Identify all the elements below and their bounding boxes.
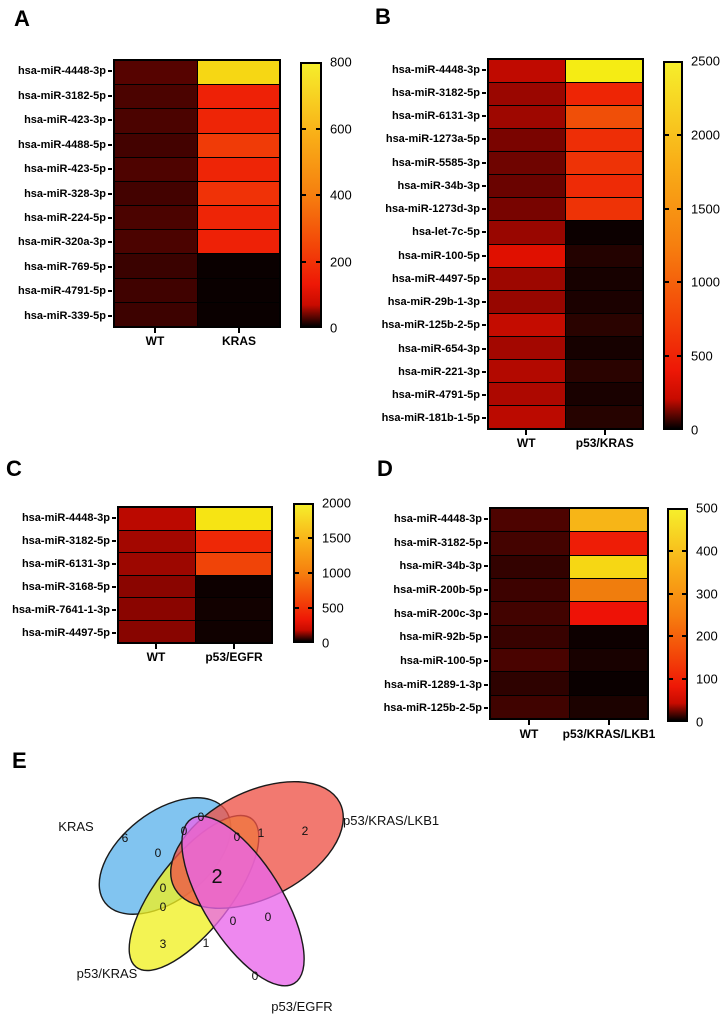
colorbar-tick-label: 500 [691,348,713,364]
x-axis-tick [238,328,240,333]
heatmap-grid-A [113,59,281,328]
heatmap-cell [196,508,272,530]
heatmap-cell [566,406,642,428]
heatmap-cell [196,598,272,620]
y-axis-tick [484,707,488,709]
heatmap-cell [566,221,642,243]
venn-region-count: 0 [180,824,188,838]
colorbar-tick [308,537,312,539]
row-label: hsa-miR-100-5p [398,249,480,262]
heatmap-cell [566,291,642,313]
heatmap-cell [119,553,195,575]
venn-region-count: 0 [264,910,272,924]
panel-letter-A: A [14,6,30,31]
y-axis-tick [112,609,116,611]
colorbar-tick-label: 1500 [322,530,351,546]
colorbar-tick-label: 0 [330,320,338,336]
y-axis-tick [484,565,488,567]
row-label: hsa-miR-423-3p [24,114,106,127]
colorbar-tick [682,550,686,552]
heatmap-cell [489,337,565,359]
y-axis-tick [484,684,488,686]
heatmap-cell [489,291,565,313]
heatmap-cell [570,556,648,578]
colorbar-tick-label: 2000 [322,495,351,511]
y-axis-tick [482,231,486,233]
row-label: hsa-miR-423-5p [24,163,106,176]
venn-set-label: KRAS [58,819,94,834]
row-label: hsa-miR-100-5p [400,654,482,667]
column-label: WT [519,727,539,741]
row-label: hsa-miR-4791-5p [17,285,106,298]
heatmap-cell [566,245,642,267]
y-axis-tick [484,660,488,662]
row-label: hsa-miR-3182-5p [393,536,482,549]
colorbar-tick [682,593,686,595]
colorbar-tick-label: 0 [322,635,330,651]
venn-set-label: p53/EGFR [271,999,333,1014]
row-label: hsa-miR-339-5p [24,309,106,322]
row-label: hsa-miR-221-3p [398,365,480,378]
y-axis-tick [112,632,116,634]
row-label: hsa-miR-3182-5p [17,89,106,102]
venn-region-count: 0 [159,900,167,914]
heatmap-cell [115,85,197,108]
heatmap-cell [489,175,565,197]
x-axis-tick [604,430,606,435]
heatmap-cell [489,221,565,243]
row-label: hsa-miR-4497-5p [21,626,110,639]
y-axis-tick [482,92,486,94]
heatmap-cell [489,106,565,128]
heatmap-cell [489,406,565,428]
colorbar-tick [677,208,681,210]
colorbar-tick [669,550,673,552]
row-label: hsa-miR-3182-5p [21,534,110,547]
colorbar-tick [316,261,320,263]
colorbar-tick [316,128,320,130]
heatmap-cell [570,649,648,671]
panel-letter-D: D [377,456,393,481]
venn-region-count: 0 [251,969,259,983]
row-label: hsa-miR-29b-1-3p [387,296,480,309]
venn-set-label: p53/KRAS/LKB1 [343,813,440,828]
row-label: hsa-miR-4448-3p [393,512,482,525]
y-axis-tick [482,394,486,396]
row-label: hsa-let-7c-5p [412,226,480,239]
heatmap-cell [566,198,642,220]
heatmap-cell [566,60,642,82]
row-label: hsa-miR-181b-1-5p [381,412,480,425]
venn-region-count: 0 [197,810,205,824]
y-axis-tick [108,193,112,195]
colorbar-tick-label: 500 [322,600,344,616]
heatmap-cell [566,314,642,336]
colorbar-tick [669,635,673,637]
colorbar-tick-label: 1000 [322,565,351,581]
heatmap-cell [570,532,648,554]
heatmap-cell [198,206,280,229]
y-axis-tick [484,589,488,591]
heatmap-cell [119,531,195,553]
y-axis-tick [108,168,112,170]
colorbar-tick [308,572,312,574]
heatmap-cell [198,61,280,84]
row-label: hsa-miR-224-5p [24,211,106,224]
heatmap-cell [566,360,642,382]
heatmap-cell [570,509,648,531]
y-axis-tick [112,517,116,519]
heatmap-cell [115,134,197,157]
venn-region-count: 0 [229,914,237,928]
colorbar-tick [677,281,681,283]
colorbar-tick [308,607,312,609]
row-label: hsa-miR-328-3p [24,187,106,200]
colorbar-tick [665,281,669,283]
column-label: WT [146,650,166,664]
y-axis-tick [484,542,488,544]
colorbar-tick-label: 1000 [691,274,720,290]
heatmap-cell [566,175,642,197]
heatmap-cell [198,182,280,205]
colorbar-tick [295,572,299,574]
heatmap-cell [491,509,569,531]
heatmap-cell [491,556,569,578]
colorbar-tick [295,607,299,609]
colorbar-tick-label: 0 [691,422,699,438]
y-axis-tick [484,636,488,638]
y-axis-tick [108,95,112,97]
heatmap-cell [570,579,648,601]
column-label: p53/KRAS/LKB1 [562,727,656,741]
venn-region-count: 6 [121,831,129,845]
heatmap-cell [566,129,642,151]
colorbar-tick [682,678,686,680]
heatmap-cell [198,303,280,326]
y-axis-tick [482,162,486,164]
heatmap-cell [115,254,197,277]
row-label: hsa-miR-654-3p [398,342,480,355]
y-axis-tick [482,348,486,350]
heatmap-cell [115,230,197,253]
colorbar-tick-label: 400 [330,187,352,203]
colorbar-tick [302,194,306,196]
heatmap-cell [198,230,280,253]
colorbar-tick [669,678,673,680]
row-label: hsa-miR-3168-5p [21,580,110,593]
y-axis-tick [108,119,112,121]
colorbar-tick [665,134,669,136]
y-axis-tick [482,371,486,373]
heatmap-cell [489,383,565,405]
row-label: hsa-miR-7641-1-3p [12,603,110,616]
row-label: hsa-miR-320a-3p [17,236,106,249]
y-axis-tick [112,586,116,588]
colorbar-tick [302,261,306,263]
y-axis-tick [108,217,112,219]
column-label: p53/KRAS [575,436,634,450]
y-axis-tick [482,138,486,140]
column-label: p53/EGFR [205,650,263,664]
heatmap-cell [570,626,648,648]
colorbar-tick-label: 2000 [691,127,720,143]
row-label: hsa-miR-125b-2-5p [383,702,482,715]
venn-set-label: p53/KRAS [76,966,138,981]
heatmap-cell [570,672,648,694]
y-axis-tick [112,540,116,542]
colorbar-tick-label: 1500 [691,201,720,217]
y-axis-tick [482,185,486,187]
heatmap-cell [489,360,565,382]
heatmap-cell [489,314,565,336]
row-label: hsa-miR-4448-3p [17,65,106,78]
colorbar-tick [665,355,669,357]
heatmap-cell [491,602,569,624]
x-axis-tick [528,720,530,725]
y-axis-tick [482,208,486,210]
row-label: hsa-miR-4448-3p [391,63,480,76]
heatmap-grid-B [487,58,644,430]
heatmap-cell [115,182,197,205]
heatmap-cell [489,198,565,220]
y-axis-tick [108,266,112,268]
venn-region-count: 1 [257,826,265,840]
heatmap-cell [566,337,642,359]
colorbar-tick-label: 100 [696,671,718,687]
colorbar-tick [302,128,306,130]
heatmap-cell [491,626,569,648]
venn-region-count: 2 [211,866,223,888]
heatmap-cell [491,672,569,694]
row-label: hsa-miR-1289-1-3p [384,678,482,691]
heatmap-cell [119,508,195,530]
x-axis-tick [525,430,527,435]
panel-letter-E: E [12,748,27,773]
colorbar-tick-label: 300 [696,586,718,602]
row-label: hsa-miR-4497-5p [391,272,480,285]
colorbar-tick [677,355,681,357]
heatmap-cell [489,83,565,105]
row-label: hsa-miR-3182-5p [391,86,480,99]
colorbar-B [663,61,683,430]
colorbar-tick-label: 200 [330,254,352,269]
colorbar-tick [682,635,686,637]
heatmap-cell [491,649,569,671]
heatmap-cell [489,152,565,174]
row-label: hsa-miR-6131-3p [21,557,110,570]
venn-region-count: 0 [154,846,162,860]
row-label: hsa-miR-1273a-5p [385,133,480,146]
row-label: hsa-miR-200c-3p [393,607,482,620]
panel-letter-C: C [6,456,22,481]
y-axis-tick [484,613,488,615]
colorbar-tick-label: 600 [330,121,352,136]
y-axis-tick [482,324,486,326]
colorbar-tick-label: 200 [696,628,718,644]
heatmap-cell [491,696,569,718]
heatmap-cell [198,85,280,108]
x-axis-tick [155,644,157,649]
y-axis-tick [482,417,486,419]
heatmap-cell [115,279,197,302]
colorbar-tick-label: 500 [696,500,718,516]
y-axis-tick [108,70,112,72]
row-label: hsa-miR-4791-5p [391,389,480,402]
colorbar-tick [665,208,669,210]
heatmap-cell [196,576,272,598]
row-label: hsa-miR-125b-2-5p [381,319,480,332]
y-axis-tick [108,315,112,317]
y-axis-tick [482,115,486,117]
heatmap-cell [115,109,197,132]
heatmap-cell [489,268,565,290]
venn-region-count: 0 [233,830,241,844]
y-axis-tick [482,278,486,280]
colorbar-tick [669,593,673,595]
venn-region-count: 2 [301,824,309,838]
heatmap-cell [566,83,642,105]
column-label: WT [516,436,536,450]
colorbar-tick [677,134,681,136]
heatmap-cell [115,158,197,181]
column-label: WT [145,334,165,348]
row-label: hsa-miR-34b-3p [397,179,480,192]
venn-region-count: 0 [159,881,167,895]
heatmap-cell [198,134,280,157]
heatmap-cell [570,696,648,718]
y-axis-tick [482,255,486,257]
y-axis-tick [112,563,116,565]
heatmap-cell [119,598,195,620]
heatmap-grid-C [117,506,273,644]
y-axis-tick [484,518,488,520]
heatmap-cell [198,158,280,181]
y-axis-tick [108,241,112,243]
heatmap-cell [115,303,197,326]
venn-diagram [0,745,500,1023]
y-axis-tick [482,301,486,303]
colorbar-tick-label: 0 [696,714,704,730]
colorbar-tick [295,537,299,539]
column-label: KRAS [221,334,257,348]
colorbar-D [667,508,688,722]
panel-letter-B: B [375,4,391,29]
colorbar-tick [316,194,320,196]
heatmap-cell [198,279,280,302]
row-label: hsa-miR-1273d-3p [385,203,480,216]
heatmap-cell [566,106,642,128]
heatmap-cell [115,206,197,229]
heatmap-cell [115,61,197,84]
row-label: hsa-miR-200b-5p [393,583,482,596]
colorbar-tick-label: 2500 [691,53,720,69]
heatmap-cell [566,383,642,405]
row-label: hsa-miR-34b-3p [399,560,482,573]
heatmap-cell [489,129,565,151]
heatmap-cell [489,60,565,82]
row-label: hsa-miR-769-5p [24,260,106,273]
colorbar-tick-label: 800 [330,54,352,70]
heatmap-cell [566,152,642,174]
x-axis-tick [233,644,235,649]
heatmap-cell [489,245,565,267]
heatmap-cell [119,576,195,598]
heatmap-cell [119,621,195,643]
row-label: hsa-miR-4448-3p [21,511,110,524]
heatmap-cell [491,532,569,554]
heatmap-cell [491,579,569,601]
heatmap-cell [198,109,280,132]
colorbar-tick-label: 400 [696,543,718,559]
heatmap-cell [570,602,648,624]
row-label: hsa-miR-6131-3p [391,110,480,123]
venn-region-count: 1 [202,936,210,950]
y-axis-tick [482,69,486,71]
row-label: hsa-miR-92b-5p [399,631,482,644]
x-axis-tick [154,328,156,333]
x-axis-tick [608,720,610,725]
heatmap-cell [196,621,272,643]
heatmap-cell [196,553,272,575]
row-label: hsa-miR-4488-5p [17,138,106,151]
heatmap-cell [198,254,280,277]
heatmap-cell [196,531,272,553]
y-axis-tick [108,144,112,146]
venn-region-count: 3 [159,937,167,951]
heatmap-grid-D [489,507,649,720]
heatmap-cell [566,268,642,290]
y-axis-tick [108,290,112,292]
row-label: hsa-miR-5585-3p [391,156,480,169]
